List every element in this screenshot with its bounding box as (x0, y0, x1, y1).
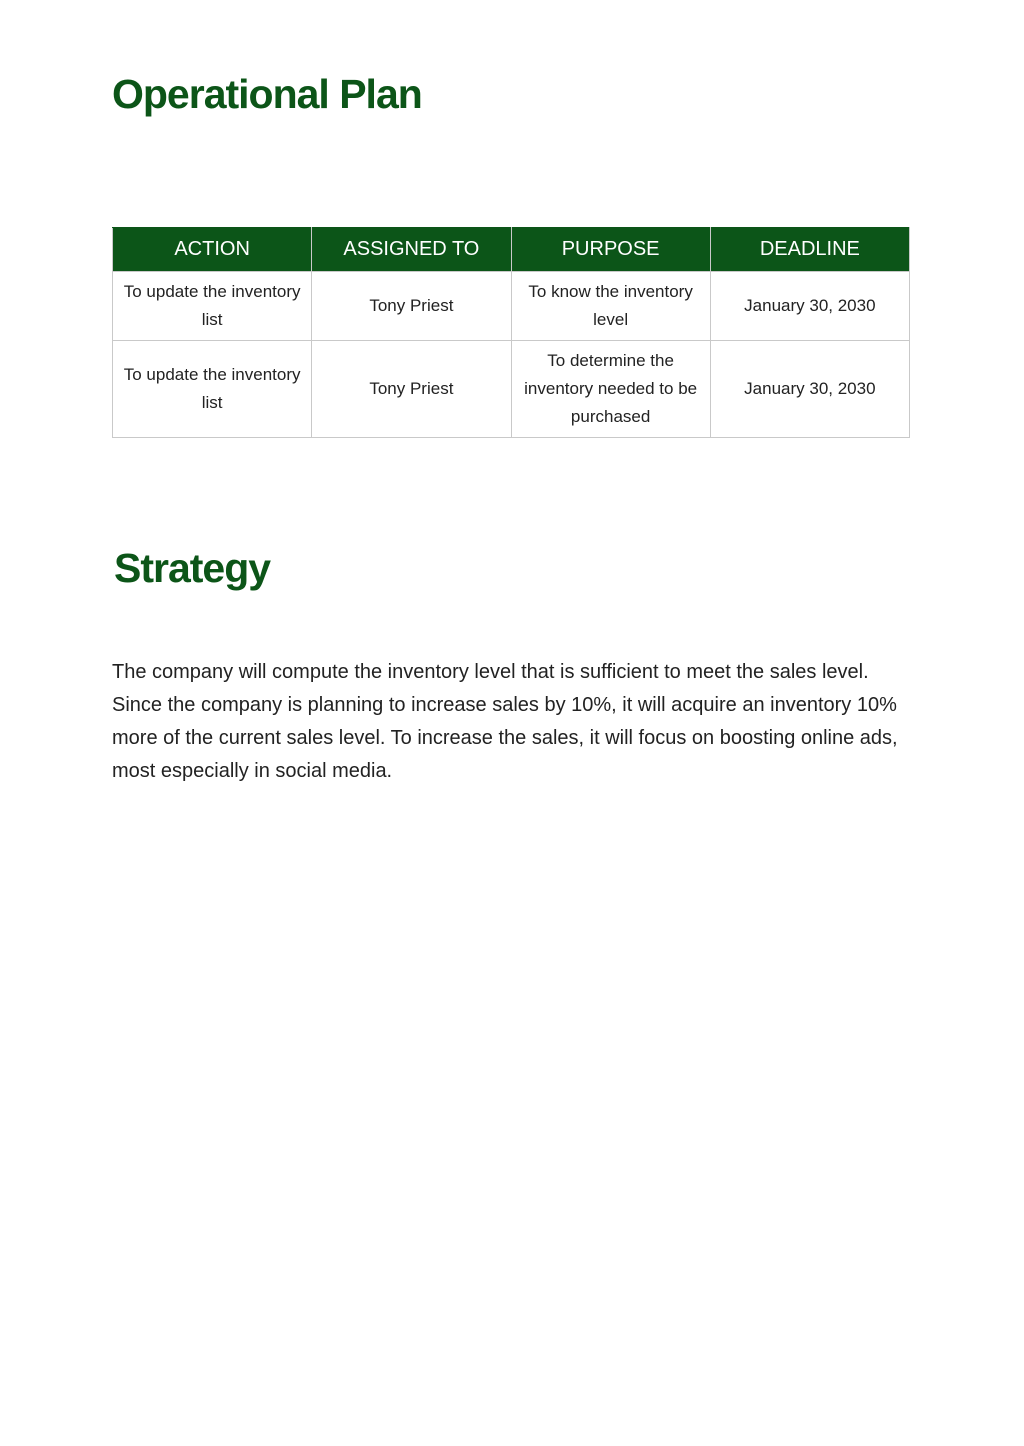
strategy-paragraph: The company will compute the inventory level that is sufficient to meet the sales level. Since the company is planning to increase sales by 10%, it will acquire an inventory 10% more of the current sales level. To increase the sales, it will focus on boosting online ads, most especially in social media. (112, 661, 898, 782)
column-header-action: ACTION (113, 228, 312, 272)
operational-plan-table (112, 227, 910, 438)
cell-purpose: To know the inventory level (511, 272, 710, 341)
cell-assigned-to: Tony Priest (312, 272, 511, 341)
cell-assigned-to: Tony Priest (312, 341, 511, 438)
table-header-row (113, 228, 910, 272)
table-row (113, 272, 910, 341)
column-header-purpose: PURPOSE (511, 228, 710, 272)
strategy-title: Strategy (114, 545, 271, 591)
column-header-assigned-to: ASSIGNED TO (312, 228, 511, 272)
operational-plan-title: Operational Plan (112, 71, 422, 117)
cell-deadline: January 30, 2030 (710, 272, 909, 341)
column-header-deadline: DEADLINE (710, 228, 909, 272)
cell-action: To update the inventory list (113, 341, 312, 438)
cell-action: To update the inventory list (113, 272, 312, 341)
cell-deadline: January 30, 2030 (710, 341, 909, 438)
cell-purpose: To determine the inventory needed to be purchased (511, 341, 710, 438)
table-row (113, 341, 910, 438)
